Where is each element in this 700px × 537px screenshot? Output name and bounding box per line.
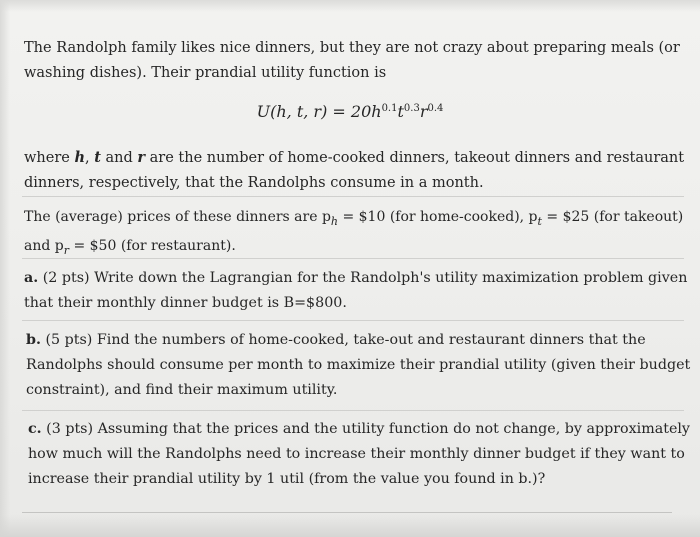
part-c-line-2: how much will the Randolphs need to increase their monthly dinner budget if they want to: [28, 446, 685, 462]
formula-lhs: U(h, t, r) = 20h: [256, 102, 382, 121]
where-paragraph: [24, 145, 684, 196]
part-c-line-1: [28, 417, 688, 442]
part-b-line-1: [26, 328, 686, 353]
where-text-a: where: [24, 150, 75, 166]
left-shadow: [0, 0, 10, 537]
prices-text-a: The (average) prices of these dinners are p: [24, 209, 331, 225]
formula-exp-h: 0.1: [381, 103, 398, 114]
bottom-shadow: [0, 515, 700, 537]
section-divider: [22, 320, 684, 321]
part-a-line-2: that their monthly dinner budget is B=$800.: [24, 295, 347, 311]
formula-exp-t: 0.3: [403, 103, 420, 114]
part-b-line-3: constraint), and find their maximum utility.: [26, 382, 338, 398]
var-h: h: [74, 149, 85, 166]
where-line-2: dinners, respectively, that the Randolphs consume in a month.: [24, 175, 484, 191]
section-divider: [22, 196, 684, 197]
prices-text-d: and p: [24, 237, 64, 254]
intro-line-1: The Randolph family likes nice dinners, but they are not crazy about preparing meals (or: [24, 40, 680, 56]
intro-line-2: washing dishes). Their prandial utility function is: [24, 65, 387, 81]
part-c-text-1: (3 pts) Assuming that the prices and the utility function do not change, by approximately: [41, 421, 690, 437]
formula-exp-r: 0.4: [427, 103, 444, 114]
where-and: and: [100, 150, 138, 166]
prices-text-c: = $25 (for takeout): [541, 209, 684, 225]
part-a-line-1: [24, 266, 688, 291]
part-a-text-1: (2 pts) Write down the Lagrangian for the Randolph's utility maximization problem given: [38, 270, 688, 286]
sub-r: r: [63, 243, 70, 257]
section-divider: [22, 410, 684, 411]
prices-paragraph: [24, 205, 684, 263]
part-c-label: c.: [28, 421, 42, 437]
where-sep: ,: [85, 150, 95, 166]
section-divider: [22, 258, 684, 259]
prices-text-b: = $10 (for home-cooked), p: [338, 209, 538, 225]
part-b-label: b.: [26, 332, 41, 348]
part-b-line-2: Randolphs should consume per month to maximize their prandial utility (given their budget: [26, 357, 691, 373]
bottom-rule: [22, 512, 672, 513]
var-r: r: [137, 149, 146, 166]
var-t: t: [94, 149, 101, 166]
formula-t: t: [397, 102, 404, 121]
intro-paragraph: [24, 36, 684, 86]
utility-formula: [0, 99, 700, 125]
part-c: [28, 417, 688, 492]
where-line-1: [24, 145, 684, 171]
part-a-label: a.: [24, 270, 39, 286]
part-b: [26, 328, 691, 403]
prices-line-1: [24, 205, 684, 234]
part-c-line-3: increase their prandial utility by 1 util (from the value you found in b.)?: [28, 471, 546, 487]
sub-t: t: [537, 214, 542, 228]
part-b-text-1: (5 pts) Find the numbers of home-cooked, take-out and restaurant dinners that the: [40, 332, 646, 348]
where-text-b: are the number of home-cooked dinners, takeout dinners and restaurant: [145, 150, 685, 166]
sub-h: h: [330, 214, 339, 228]
formula-r: r: [419, 102, 428, 121]
part-a: [24, 266, 688, 316]
prices-text-e: = $50 (for restaurant).: [69, 237, 236, 254]
top-shadow: [0, 0, 700, 12]
